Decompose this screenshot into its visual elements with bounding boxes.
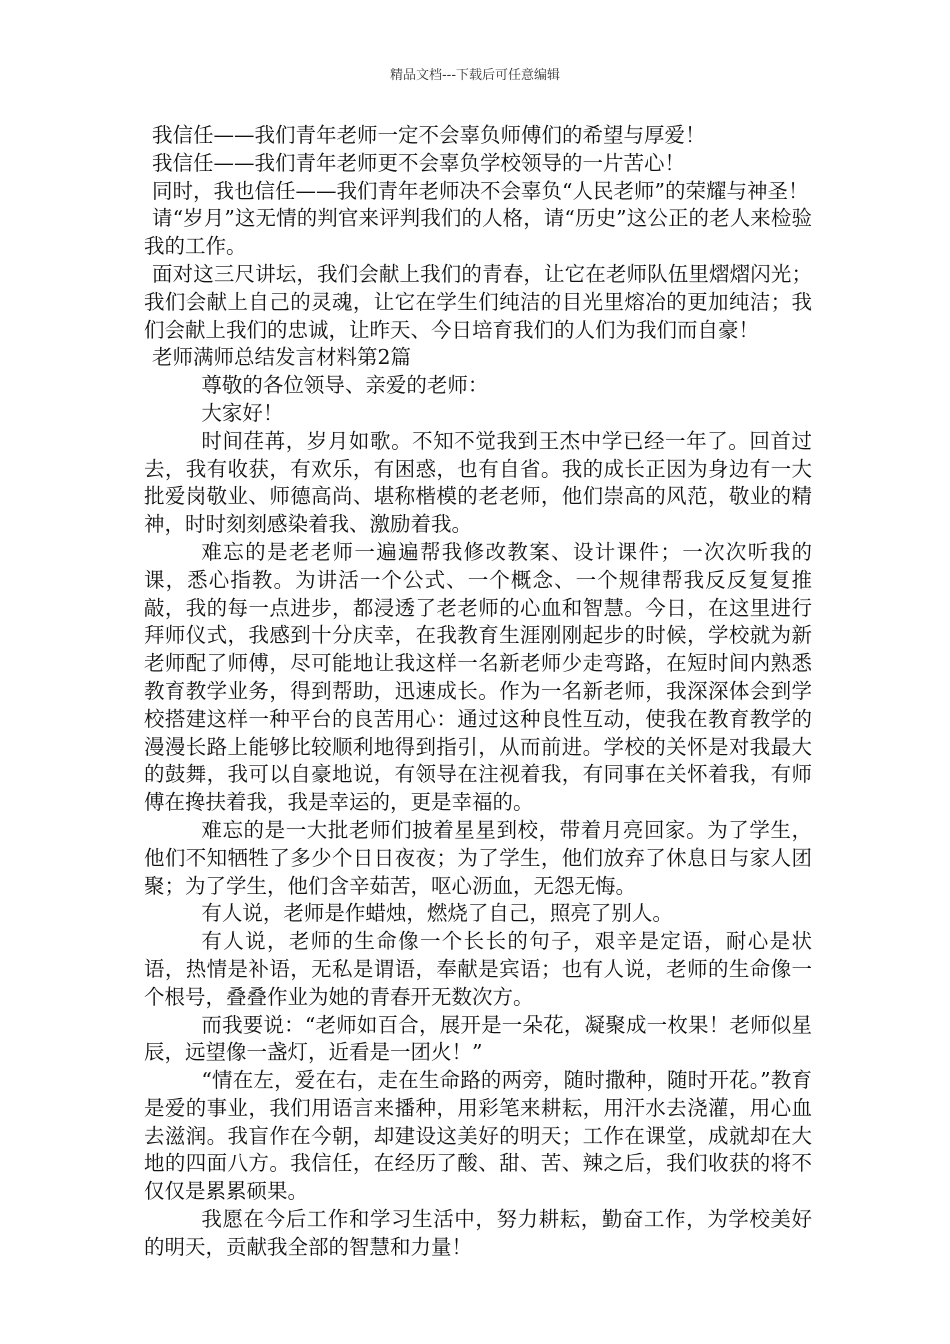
paragraph: 而我要说：“老师如百合，展开是一朵花，凝聚成一枚果！老师似星辰，远望像一盏灯，近看是一团火！” <box>144 1012 812 1065</box>
paragraph: 难忘的是一大批老师们披着星星到校，带着月亮回家。为了学生，他们不知牺牲了多少个日日夜夜；为了学生，他们放弃了休息日与家人团聚；为了学生，他们含辛茹苦，呕心沥血，无怨无悔。 <box>144 817 812 898</box>
document-body <box>144 122 812 1262</box>
paragraph: 面对这三尺讲坛，我们会献上我们的青春，让它在老师队伍里熠熠闪光；我们会献上自己的灵魂，让它在学生们纯洁的目光里熔冶的更加纯洁；我们会献上我们的忠诚，让昨天、今日培育我们的人们为我们而自豪！ <box>144 261 812 342</box>
paragraph: 请“岁月”这无情的判官来评判我们的人格，请“历史”这公正的老人来检验我的工作。 <box>144 206 812 259</box>
section-title: 老师满师总结发言材料第2篇 <box>152 345 412 370</box>
paragraph: 难忘的是老老师一遍遍帮我修改教案、设计课件；一次次听我的课，悉心指教。为讲活一个公式、一个概念、一个规律帮我反反复复推敲，我的每一点进步，都浸透了老老师的心血和智慧。今日，在这里进行拜师仪式，我感到十分庆幸，在我教育生涯刚刚起步的时候，学校就为新老师配了师傅，尽可能地让我这样一名新老师少走弯路，在短时间内熟悉教育教学业务，得到帮助，迅速成长。作为一名新老师，我深深体会到学校搭建这样一种平台的良苦用心：通过这种良性互动，使我在教育教学的漫漫长路上能够比较顺利地得到指引，从而前进。学校的关怀是对我最大的鼓舞，我可以自豪地说，有领导在注视着我，有同事在关怀着我，有师傅在搀扶着我，我是幸运的，更是幸福的。 <box>144 539 812 815</box>
paragraph: 时间荏苒，岁月如歌。不知不觉我到王杰中学已经一年了。回首过去，我有收获，有欢乐，有困惑，也有自省。我的成长正因为身边有一大批爱岗敬业、师德高尚、堪称楷模的老老师，他们崇高的风范，敬业的精神，时时刻刻感染着我、激励着我。 <box>144 428 812 537</box>
paragraph: 我信任——我们青年老师更不会辜负学校领导的一片苦心！ <box>152 150 685 175</box>
paragraph: 有人说，老师是作蜡烛，燃烧了自己，照亮了别人。 <box>201 901 673 926</box>
paragraph: 同时，我也信任——我们青年老师决不会辜负“人民老师”的荣耀与神圣！ <box>152 178 809 203</box>
paragraph: 有人说，老师的生命像一个长长的句子，艰辛是定语，耐心是状语，热情是补语，无私是谓语，奉献是宾语；也有人说，老师的生命像一个根号，叠叠作业为她的青春开无数次方。 <box>144 929 812 1009</box>
salutation: 尊敬的各位领导、亲爱的老师： <box>201 373 489 398</box>
paragraph: 我愿在今后工作和学习生活中，努力耕耘，勤奋工作，为学校美好的明天，贡献我全部的智慧和力量！ <box>144 1207 812 1259</box>
paragraph: 我信任——我们青年老师一定不会辜负师傅们的希望与厚爱！ <box>152 123 706 147</box>
paragraph: “情在左，爱在右，走在生命路的两旁，随时撒种，随时开花。”教育是爱的事业，我们用语言来播种，用彩笔来耕耘，用汗水去浇灌，用心血去滋润。我盲作在今朝，却建设这美好的明天；工作在课堂，成就却在大地的四面八方。我信任，在经历了酸、甜、苦、辣之后，我们收获的将不仅仅是累累硕果。 <box>144 1068 812 1204</box>
greeting: 大家好！ <box>201 400 284 425</box>
page-header: 精品文档---下载后可任意编辑 <box>389 68 561 83</box>
